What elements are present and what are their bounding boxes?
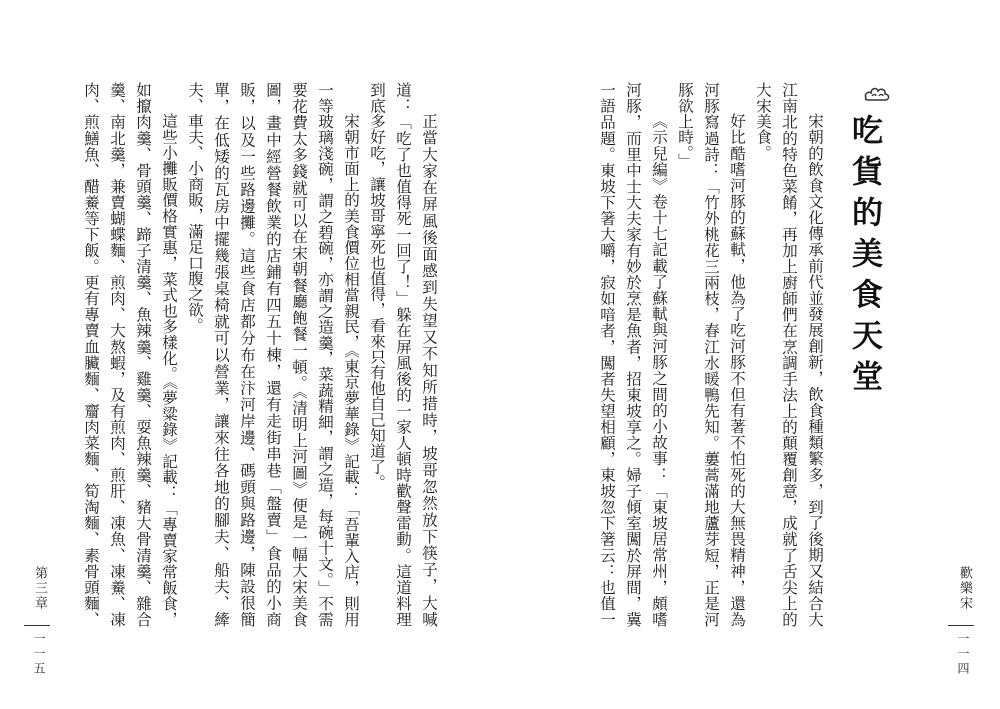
paragraph: 宋朝市面上的美食價位相當親民，《東京夢華錄》記載：「吾輩入店，則用一等玻璃淺碗，謂之碧碗，亦謂之造羹，菜蔬精細，謂之造，每碗十文。」不需要花費太多錢就可以在宋朝餐廳飽餐一頓。《清明上河圖》便是一幅大宋美食圖，畫中經營餐飲業的店鋪有四五十棟，還有走街串巷「盤賣」食品的小商販，以及一些路邊攤。這些食店都分布在汴河岸邊、碼頭與路邊，陳設很簡單，在低矮的瓦房中擺幾張桌椅就可以營業，讓來往各地的腳夫、船夫、縴夫、車夫、小商販，滿足口腹之欲。 [186,82,360,627]
section-title: 吃貨的美食天堂 [846,114,882,401]
cloud-ornament-icon [862,82,892,108]
book-running-head: 歡樂宋 [957,566,972,611]
right-page-body [590,82,828,627]
left-page-body [80,82,442,627]
page-number: 一一四 [956,632,970,677]
page-number-rule [24,625,50,626]
paragraph: 這些小攤販價格實惠，菜式也多樣化。《夢粱錄》記載：「專賣家常飯食，如攛肉羹、骨頭羹、蹄子清羹、魚辣羹、雞羹、耍魚辣羹、豬大骨清羹、雜合羹、南北羹，兼賣蝴蝶麵、煎肉、大熬蝦，及有煎肉、煎肝、凍魚、凍鯗、凍肉、煎鱔魚、醋鯗等下飯。更有專賣血臟麵、齏肉菜麵、筍淘麵、素骨頭麵、 [82,82,178,627]
paragraph: 宋朝的飲食文化傳承前代並發展創新，飲食種類繁多，到了後期又結合大江南北的特色菜餚，再加上廚師們在烹調手法上的顛覆創意，成就了舌尖上的大宋美食。 [754,82,824,627]
page-number: 一一五 [32,632,46,677]
paragraph: 《示兒編》卷十七記載了蘇軾與河豚之間的小故事：「東坡居常州，頗嗜河豚，而里中士大夫家有妙於烹是魚者，招東坡享之。婦子傾室闖於屏間，冀一語品題。東坡下箸大嚼，寂如喑者，闖者失望相顧，東坡忽下箸云：也值一 [598,82,668,627]
paragraph: 正當大家在屏風後面感到失望又不知所措時，坡哥忽然放下筷子，大喊道：「吃了也值得死一回了！」躲在屏風後的一家人頓時歡聲雷動。這道料理到底多好吃，讓坡哥寧死也值得，看來只有他自己知道了。 [368,82,438,627]
paragraph: 好比酷嗜河豚的蘇軾，他為了吃河豚不但有著不怕死的大無畏精神，還為河豚寫過詩：「竹外桃花三兩枝，春江水暖鴨先知。蔞蒿滿地蘆芽短，正是河豚欲上時。」 [676,82,746,627]
chapter-running-head: 第三章 [32,566,47,611]
page-number-rule [948,625,974,626]
